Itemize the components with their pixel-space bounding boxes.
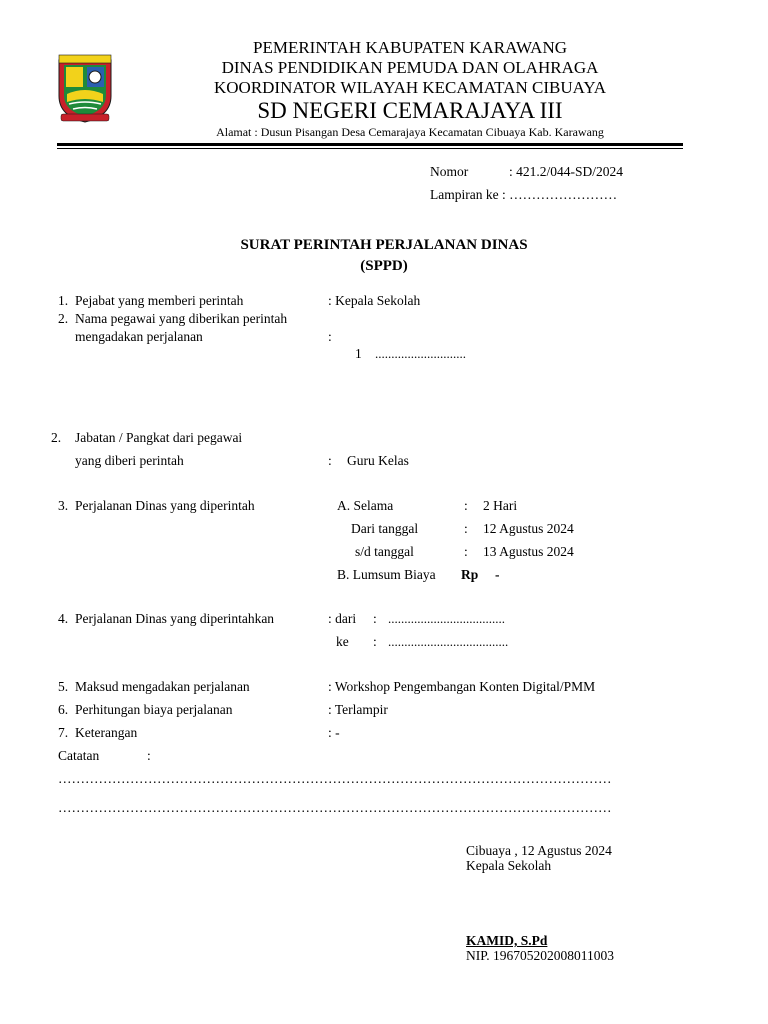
header-school-name: SD NEGERI CEMARAJAYA III xyxy=(257,98,563,123)
item-3-label: Perjalanan Dinas yang diperintah xyxy=(75,498,255,513)
item-2b-number: 2. xyxy=(51,430,62,445)
item-6-label: Perhitungan biaya perjalanan xyxy=(75,702,233,717)
signature-place-date: Cibuaya , 12 Agustus 2024 xyxy=(466,843,612,858)
item-3-from-colon: : xyxy=(464,521,468,536)
catatan-dots-line-1: …………………………………………………………………………………………………………… xyxy=(58,771,612,786)
item-2b-label-a: Jabatan / Pangkat dari pegawai xyxy=(75,430,243,445)
item-2-label-a: Nama pegawai yang diberikan perintah xyxy=(75,311,288,326)
item-3-to-value: 13 Agustus 2024 xyxy=(483,544,574,559)
item-3-to-colon: : xyxy=(464,544,468,559)
header-line-department: DINAS PENDIDIKAN PEMUDA DAN OLAHRAGA xyxy=(221,58,599,77)
item-1-label: Pejabat yang memberi perintah xyxy=(75,293,244,308)
item-4-ke-colon: : xyxy=(373,634,377,649)
item-2-label-b: mengadakan perjalanan xyxy=(75,329,203,344)
item-6-value: : Terlampir xyxy=(328,702,388,717)
item-2b-label-b: yang diberi perintah xyxy=(75,453,184,468)
document-subtitle: (SPPD) xyxy=(360,258,408,274)
item-3-number: 3. xyxy=(58,498,69,513)
item-4-ke-label: ke xyxy=(336,634,349,649)
item-3-from-label: Dari tanggal xyxy=(351,521,419,536)
item-3-b-rp: Rp xyxy=(461,567,479,582)
item-7-label: Keterangan xyxy=(75,725,138,740)
catatan-dots-line-2: …………………………………………………………………………………………………………… xyxy=(58,800,612,815)
item-3-a-label: A. Selama xyxy=(337,498,394,513)
item-3-from-value: 12 Agustus 2024 xyxy=(483,521,574,536)
item-7-number: 7. xyxy=(58,725,69,740)
header-rule-thick xyxy=(57,143,683,146)
item-3-b-label: B. Lumsum Biaya xyxy=(337,567,436,582)
signature-name: KAMID, S.Pd xyxy=(466,933,548,948)
item-3-a-colon: : xyxy=(464,498,468,513)
item-6-number: 6. xyxy=(58,702,69,717)
item-2-sub-dots: ............................ xyxy=(375,346,466,361)
item-4-ke-dots: ..................................... xyxy=(388,634,509,649)
catatan-label: Catatan xyxy=(58,748,100,763)
item-4-dari-label: : dari xyxy=(328,611,357,626)
karawang-regency-logo xyxy=(55,52,115,124)
item-2-number: 2. xyxy=(58,311,69,326)
nomor-value: : 421.2/044-SD/2024 xyxy=(509,164,624,179)
header-rule-thin xyxy=(57,148,683,149)
item-2b-colon: : xyxy=(328,453,332,468)
item-3-b-value: - xyxy=(495,567,500,582)
item-1-number: 1. xyxy=(58,293,69,308)
nomor-label: Nomor xyxy=(430,164,469,179)
lampiran-line: Lampiran ke : …………………… xyxy=(430,187,618,202)
document-title: SURAT PERINTAH PERJALANAN DINAS xyxy=(240,237,528,253)
item-5-value: : Workshop Pengembangan Konten Digital/PMM xyxy=(328,679,596,694)
header-line-government: PEMERINTAH KABUPATEN KARAWANG xyxy=(253,38,567,57)
item-3-a-value: 2 Hari xyxy=(483,498,518,513)
item-5-label: Maksud mengadakan perjalanan xyxy=(75,679,250,694)
header-address: Alamat : Dusun Pisangan Desa Cemarajaya Kecamatan Cibuaya Kab. Karawang xyxy=(216,125,604,139)
item-2-sub-number: 1 xyxy=(355,346,362,361)
catatan-colon: : xyxy=(147,748,151,763)
item-3-to-label: s/d tanggal xyxy=(355,544,414,559)
signature-position: Kepala Sekolah xyxy=(466,858,552,873)
item-2b-value: Guru Kelas xyxy=(347,453,409,468)
item-4-label: Perjalanan Dinas yang diperintahkan xyxy=(75,611,275,626)
item-2-colon: : xyxy=(328,329,332,344)
item-4-dari-colon: : xyxy=(373,611,377,626)
header-line-coordinator: KOORDINATOR WILAYAH KECAMATAN CIBUAYA xyxy=(213,78,607,97)
item-7-value: : - xyxy=(328,725,340,740)
item-4-number: 4. xyxy=(58,611,69,626)
item-1-value: : Kepala Sekolah xyxy=(328,293,421,308)
signature-nip: NIP. 196705202008011003 xyxy=(466,948,615,963)
item-5-number: 5. xyxy=(58,679,69,694)
item-4-dari-dots: .................................... xyxy=(388,611,505,626)
